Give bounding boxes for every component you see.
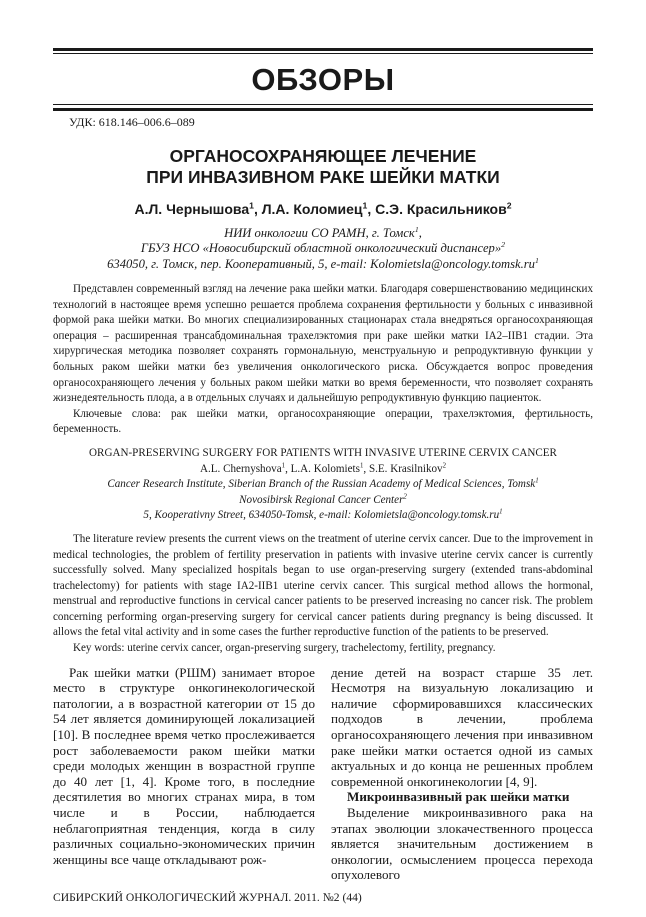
article-title — [53, 146, 593, 188]
affiliation-text: Novosibirsk Regional Cancer Center — [239, 493, 404, 506]
affiliation-sup: 1 — [535, 477, 539, 485]
author-sup: 1 — [362, 199, 368, 210]
author: С.Э. Красильников — [375, 200, 507, 217]
english-header — [53, 446, 593, 524]
udc-code: УДК: 618.146–006.6–089 — [69, 114, 195, 129]
affiliation-sup: 1 — [414, 224, 419, 234]
abstract-text: Представлен современный взгляд на лечение рака шейки матки. Благодаря совершенствованию медицинских технологий в настоящее время успешно решается проблема сохранения фертильности у больных с инвазивной формой рака шейки матки. Во многих специализированных стационарах стала внедряться органосохраняющая операция – расширенная трансабдоминальная трахелэктомия при раке шейки матки IA2–IIB1 стадии. Эта хирургическая методика позволяет сохранять гормональную, менструальную и репродуктивную функции у больных раком шейки матки без увеличения онкологического риска. Обсуждается вопрос проведения органосохраняющего лечения у больных раком шейки матки во время беременности, что позволяет сохранять жизнедеятельность плода, а в отдельных случаях и дальнейшую репродуктивную функцию пациенток. — [53, 283, 593, 405]
affiliation-sup: 1 — [534, 255, 539, 265]
affiliation-sup: 2 — [501, 239, 506, 249]
author-sup: 2 — [442, 461, 447, 469]
paragraph: Выделение микроинвазивного рака на этапах эволюции злокачественного процесса является значительным достижением в онкологии, осмыслением процесса перехода опухолевого — [331, 805, 593, 883]
affiliation — [53, 257, 593, 273]
abstract-text: The literature review presents the current views on the treatment of uterine cervix cancer. Due to the improvement in medical technologies, the problem of fertility preservation in patients with invasive uterine cervix cancer is currently successfully solved. Many specialized hospitals began to use organ-preserving surgery (extended trans-abdominal trachelectomy) for patients with stage IA2-IIB1 uterine cervix cancer. This surgical method allows the hormonal, menstrual and reproductive functions in cervical cancer patients to be preserved increasing no cancer risk. The problem concerning performing organ-preserving surgery for cervical cancer patients during pregnancy is being discussed. It allows the fetal vital activity and in some cases the further reproductive function of the patients to be preserved. — [53, 532, 593, 639]
affiliation-text: НИИ онкологии СО РАМН, г. Томск — [224, 225, 415, 240]
keywords: Ключевые слова: рак шейки матки, органосохраняющие операции, трахелэктомия, фертильность, беременность. — [53, 407, 593, 436]
author-sup: 1 — [281, 461, 286, 469]
section-title: ОБЗОРЫ — [251, 62, 395, 97]
affiliation — [53, 477, 593, 493]
author: Л.А. Коломиец — [261, 200, 363, 217]
bottom-rule-thin — [53, 104, 593, 105]
affiliation-text: ГБУЗ НСО «Новосибирский областной онкологический диспансер» — [140, 241, 502, 255]
english-title: ORGAN-PRESERVING SURGERY FOR PATIENTS WITH INVASIVE UTERINE CERVIX CANCER — [89, 446, 557, 459]
top-rule-thick — [53, 48, 593, 51]
author-sup: 2 — [506, 199, 512, 210]
affiliations — [53, 226, 593, 273]
affiliation-text: Cancer Research Institute, Siberian Branch of the Russian Academy of Medical Sciences, Tomsk — [107, 478, 536, 491]
english-authors: A.L. Chernyshova$^1$, L.A. Kolomiets$^1$, S.E. Krasilnikov$^2$ — [199, 461, 447, 475]
affiliation — [53, 241, 593, 257]
affiliation-text: 634050, г. Томск, пер. Кооперативный, 5, e-mail: Kolomietsla@oncology.tomsk.ru — [107, 256, 535, 271]
affiliation-sup: 1 — [499, 508, 503, 516]
title-line: ОРГАНОСОХРАНЯЮЩЕЕ ЛЕЧЕНИЕ — [169, 145, 477, 166]
body-column-right — [331, 665, 593, 883]
author: S.E. Krasilnikov — [368, 462, 443, 475]
affiliation — [53, 493, 593, 509]
bottom-rule-thick — [53, 108, 593, 111]
body-columns — [53, 665, 593, 883]
russian-abstract — [53, 282, 593, 438]
author: L.A. Kolomiets — [290, 462, 360, 475]
keywords: Key words: uterine cervix cancer, organ-preserving surgery, trachelectomy, fertility, pregnancy. — [73, 642, 496, 655]
affiliation — [53, 508, 593, 524]
body-column-left — [53, 665, 315, 883]
english-abstract — [53, 532, 593, 657]
author-sup: 1 — [359, 461, 364, 469]
author: А.Л. Чернышова — [134, 200, 250, 217]
journal-footer: СИБИРСКИЙ ОНКОЛОГИЧЕСКИЙ ЖУРНАЛ. 2011. №2 (44) — [53, 890, 362, 904]
section-heading: Микроинвазивный рак шейки матки — [347, 789, 570, 805]
affiliation — [53, 226, 593, 242]
affiliation-text: 5, Kooperativny Street, 634050-Tomsk, e-mail: Kolomietsla@oncology.tomsk.ru — [143, 509, 500, 522]
paragraph: Рак шейки матки (РШМ) занимает второе место в структуре онкогинекологической патологии, а в возрастной категории от 15 до 54 лет является доминирующей локализацией [10]. В последнее время четко прослеживается рост заболеваемости раком шейки матки среди молодых женщин в возрастной группе до 40 лет [1, 4]. Кроме того, в последние десятилетия во многих странах мира, в том числе и в России, наблюдается неблагоприятная тенденция, когда в силу различных социально-экономических причин женщины все чаще откладывают рож- — [53, 664, 315, 867]
author-sup: 1 — [249, 199, 254, 210]
page — [53, 0, 593, 917]
affiliation-sup: 2 — [403, 493, 407, 501]
affiliation-tail: , — [418, 225, 422, 240]
paragraph: дение детей на возраст старше 35 лет. Несмотря на визуальную локализацию и наличие сформировавшихся классических подходов в лечении, проблема органосохраняющего лечения при инвазивном раке шейки матки остается одной из самых актуальных и до конца не решенных проблем современной онкогинекологии [4, 9]. — [331, 664, 593, 789]
title-line: ПРИ ИНВАЗИВНОМ РАКЕ ШЕЙКИ МАТКИ — [146, 166, 500, 187]
author: A.L. Chernyshova — [199, 462, 282, 475]
top-rule-thin — [53, 53, 593, 54]
authors: А.Л. Чернышова$^1$, Л.А. Коломиец$^1$, С.Э. Красильников$^2$ — [134, 199, 512, 217]
